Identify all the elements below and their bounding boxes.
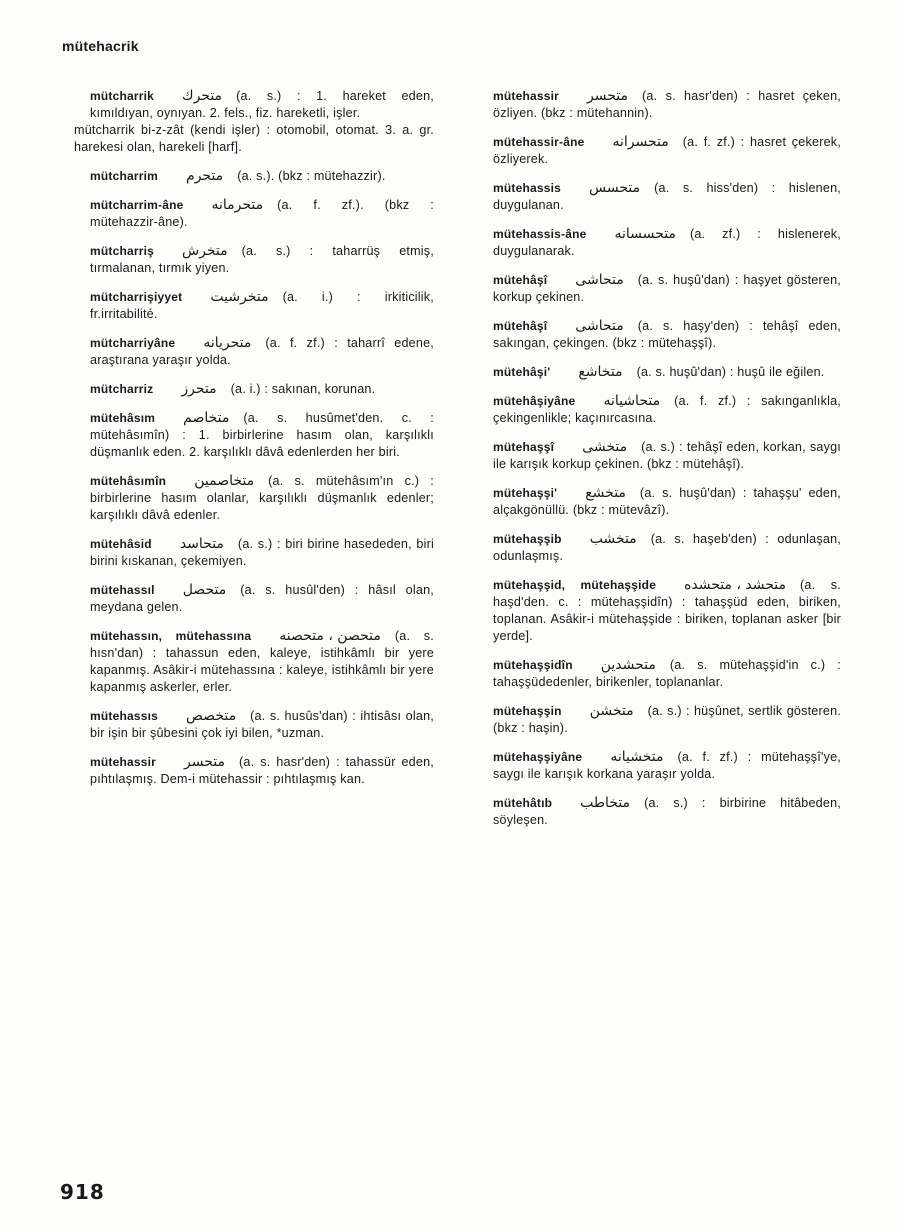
definition: (a. s. mütehaşşid'in c.) : tahaşşüdedenler, birikenler, toplananlar. [493, 658, 841, 689]
entry-body [54, 381, 434, 398]
left-column [54, 88, 434, 800]
arabic-script: متخشع [585, 485, 626, 501]
entry-body [457, 134, 841, 168]
headword: mütehassis [493, 181, 562, 195]
entry-body [54, 197, 434, 231]
headword: mütehassis-âne [493, 227, 587, 241]
arabic-script: متخاشع [578, 364, 623, 380]
dictionary-entry [457, 318, 841, 352]
dictionary-entry [54, 168, 434, 185]
definition: (a. s.). (bkz : mütehazzir). [237, 169, 386, 183]
headword: mütehaşşidîn [493, 658, 573, 672]
arabic-script: متخاصم [183, 410, 230, 426]
entry-body [457, 393, 841, 427]
entry-body [54, 243, 434, 277]
dictionary-entry [457, 180, 841, 214]
dictionary-entry [54, 289, 434, 323]
definition: (a. f. zf.) : hasret çekerek, özliyerek. [493, 135, 841, 166]
definition: (a. f. zf.) : taharrî edene, araştırana yaraşır yolda. [90, 336, 434, 367]
dictionary-entry [457, 439, 841, 473]
entry-body [457, 657, 841, 691]
headword: mütcharrik [90, 89, 155, 103]
headword: mütcharrişiyyet [90, 290, 183, 304]
entry-body [54, 582, 434, 616]
arabic-script: متحريانه [203, 335, 252, 351]
definition: (a. f. zf.) : mütehaşşî'ye, saygı ile karışık korkana yaraşır yolda. [493, 750, 841, 781]
headword: mütehâşiyâne [493, 394, 576, 408]
dictionary-entry [457, 749, 841, 783]
entry-body [457, 226, 841, 260]
headword: mütehassın, mütehassına [90, 629, 252, 643]
dictionary-entry [457, 577, 841, 645]
entry-body [457, 703, 841, 737]
arabic-script: متخشيانه [610, 749, 664, 765]
headword: mütehâsım [90, 411, 156, 425]
arabic-script: متحشد ، متحشده [684, 577, 787, 593]
definition: (a. s.) : tehâşî eden, korkan, saygı ile karışık korkup çekinen. (bkz : mütehâşî). [493, 440, 841, 471]
definition: (a. s. huşû'dan) : haşyet gösteren, korkup çekinen. [493, 273, 841, 304]
definition: (a. s. husûl'den) : hâsıl olan, meydana gelen. [90, 583, 434, 614]
arabic-script: متحاشيانه [603, 393, 661, 409]
entry-body [457, 485, 841, 519]
entry-body [54, 708, 434, 742]
dictionary-entry [457, 364, 841, 381]
entry-body [457, 577, 841, 645]
headword: mütehassıl [90, 583, 155, 597]
arabic-script: متحرم [186, 168, 224, 184]
dictionary-entry [54, 243, 434, 277]
definition: (a. f. zf.). (bkz : mütehazzir-âne). [90, 198, 434, 229]
sub-entry: mütcharrik bi-z-zât (kendi işler) : otomobil, otomat. 3. a. gr. harekesi olan, harekeli [harf]. [74, 123, 434, 154]
headword: mütcharriyâne [90, 336, 176, 350]
headword: mütehâşî [493, 273, 548, 287]
dictionary-entry [54, 197, 434, 231]
definition: (a. s. mütehâsım'ın c.) : birbirlerine hasım olanlar, karşılıklı düşmanlık edenler; karşılıklı dâvâ edenler. [90, 474, 434, 522]
arabic-script: متخاصمين [194, 473, 255, 489]
headword: mütehassıs [90, 709, 159, 723]
entry-body [457, 318, 841, 352]
dictionary-entry [457, 226, 841, 260]
arabic-script: متحرمانه [211, 197, 264, 213]
arabic-script: متحشدين [600, 657, 656, 673]
dictionary-entry [54, 473, 434, 524]
dictionary-entry [457, 703, 841, 737]
arabic-script: متحصل [182, 582, 227, 598]
dictionary-entry [54, 335, 434, 369]
dictionary-entry [457, 88, 841, 122]
headword: mütehâsımîn [90, 474, 167, 488]
definition: (a. s. hiss'den) : hislenen, duygulanan. [493, 181, 841, 212]
arabic-script: متخصص [186, 708, 237, 724]
arabic-script: متخرشيت [210, 289, 269, 305]
entry-body [54, 536, 434, 570]
dictionary-entry [54, 628, 434, 696]
arabic-script: متخرش [182, 243, 228, 259]
definition: (a. f. zf.) : sakınganlıkla, çekingenlikle; kaçınırcasına. [493, 394, 841, 425]
definition: (a. s. haşy'den) : tehâşî eden, sakıngan, çekingen. (bkz : mütehaşşî). [493, 319, 841, 350]
arabic-script: متخشن [589, 703, 634, 719]
definition: (a. s. husûmet'den. c. : mütehâsımîn) : 1. birbirlerine hasım olan, karşılıklı düşmanlık eden. 2. karşılıklı dâvâ edenlerden her biri. [90, 411, 434, 459]
definition: (a. s. haşd'den. c. : mütehaşşidîn) : tahaşşüd eden, biriken, toplanan. Asâkir-i mütehaşşide : biriken, toplanan asker [bir yerde]. [493, 578, 841, 643]
entry-body [457, 795, 841, 829]
definition: (a. s.) : birbirine hitâbeden, söyleşen. [493, 796, 841, 827]
dictionary-entry [457, 393, 841, 427]
entry-body [54, 88, 434, 122]
dictionary-entry [54, 754, 434, 788]
headword: mütehâsid [90, 537, 152, 551]
entry-body [54, 754, 434, 788]
definition: (a. s.) : 1. hareket eden, kımıldıyan, oynıyan. 2. fels., fiz. hareketli, işler. [90, 89, 434, 120]
definition: (a. s. husûs'dan) : ihtisâsı olan, bir işin bir şûbesini çok iyi bilen, *uzman. [90, 709, 434, 740]
definition: (a. s.) : hüşûnet, sertlik gösteren. (bkz : haşin). [493, 704, 841, 735]
dictionary-entry [457, 272, 841, 306]
dictionary-entry [457, 795, 841, 829]
headword: mütehâşî [493, 319, 548, 333]
entry-body [54, 410, 434, 461]
dictionary-entry [54, 381, 434, 398]
arabic-script: متحرز [181, 381, 217, 397]
arabic-script: متخشب [589, 531, 637, 547]
definition: (a. s. hısn'dan) : tahassun eden, kaleye, istihkâmlı bir yere kapanmış. Asâkir-i mütehassına : kaleye, istihkâmlı bir yere kapanmış askerler, erler. [90, 629, 434, 694]
headword: mütehaşşin [493, 704, 562, 718]
definition: (a. s.) : biri birine hasededen, biri birini kıskanan, çekemiyen. [90, 537, 434, 568]
arabic-script: متحصن ، متحصنه [279, 628, 381, 644]
entry-body [457, 749, 841, 783]
headword: mütehaşşiyâne [493, 750, 583, 764]
entry-body [54, 168, 434, 185]
headword: mütcharriş [90, 244, 155, 258]
dictionary-entry [457, 134, 841, 168]
arabic-script: متحرك [182, 88, 223, 104]
arabic-script: متحاشى [575, 272, 624, 288]
headword: mütehâtıb [493, 796, 553, 810]
dictionary-entry [457, 485, 841, 519]
entry-body [54, 473, 434, 524]
arabic-script: متحسسانه [614, 226, 676, 242]
entry-body [457, 364, 841, 381]
arabic-script: متحاشى [575, 318, 624, 334]
headword: mütehassir-âne [493, 135, 585, 149]
definition: (a. s. hasr'den) : tahassür eden, pıhtılaşmış. Dem-i mütehassir : pıhtılaşmış kan. [90, 755, 434, 786]
running-head: mütehacrik [62, 38, 139, 54]
definition: (a. s. huşû'dan) : huşû ile eğilen. [636, 365, 825, 379]
headword: mütehâşi' [493, 365, 551, 379]
definition: (a. i.) : sakınan, korunan. [230, 382, 376, 396]
headword: mütcharrim [90, 169, 159, 183]
right-column [457, 88, 841, 841]
arabic-script: متخشى [582, 439, 628, 455]
arabic-script: متحسس [589, 180, 641, 196]
definition: (a. s. hasr'den) : hasret çeken, özliyen. (bkz : mütehannin). [493, 89, 841, 120]
headword: mütehassir [90, 755, 157, 769]
dictionary-entry [54, 708, 434, 742]
arabic-script: متخاطب [580, 795, 631, 811]
dictionary-entry [457, 531, 841, 565]
entry-body [457, 180, 841, 214]
headword: mütehaşşi' [493, 486, 558, 500]
entry-body [457, 531, 841, 565]
dictionary-entry [54, 410, 434, 461]
entry-body [457, 88, 841, 122]
headword: mütehaşşib [493, 532, 562, 546]
definition: (a. s. haşeb'den) : odunlaşan, odunlaşmış. [493, 532, 841, 563]
entry-body [54, 628, 434, 696]
arabic-script: متحسرانه [612, 134, 669, 150]
arabic-script: متحاسد [179, 536, 224, 552]
dictionary-entry [457, 657, 841, 691]
headword: mütehaşşid, mütehaşşide [493, 578, 657, 592]
arabic-script: متحسر [587, 88, 629, 104]
page-number: 918 [60, 1180, 105, 1204]
headword: mütehassir [493, 89, 560, 103]
entry-body [457, 439, 841, 473]
entry-body [54, 289, 434, 323]
headword: mütcharriz [90, 382, 154, 396]
definition: (a. s.) : taharrüş etmiş, tırmalanan, tırmık yiyen. [90, 244, 434, 275]
headword: mütehaşşî [493, 440, 555, 454]
entry-body [54, 335, 434, 369]
arabic-script: متحسر [184, 754, 226, 770]
dictionary-entry [54, 88, 434, 156]
entry-body [457, 272, 841, 306]
definition: (a. zf.) : hislenerek, duygulanarak. [493, 227, 841, 258]
dictionary-entry [54, 536, 434, 570]
dictionary-entry [54, 582, 434, 616]
definition: (a. s. huşû'dan) : tahaşşu' eden, alçakgönüllü. (bkz : mütevâzî). [493, 486, 841, 517]
headword: mütcharrim-âne [90, 198, 184, 212]
definition: (a. i.) : irkiticilik, fr.irritabilité. [90, 290, 434, 321]
